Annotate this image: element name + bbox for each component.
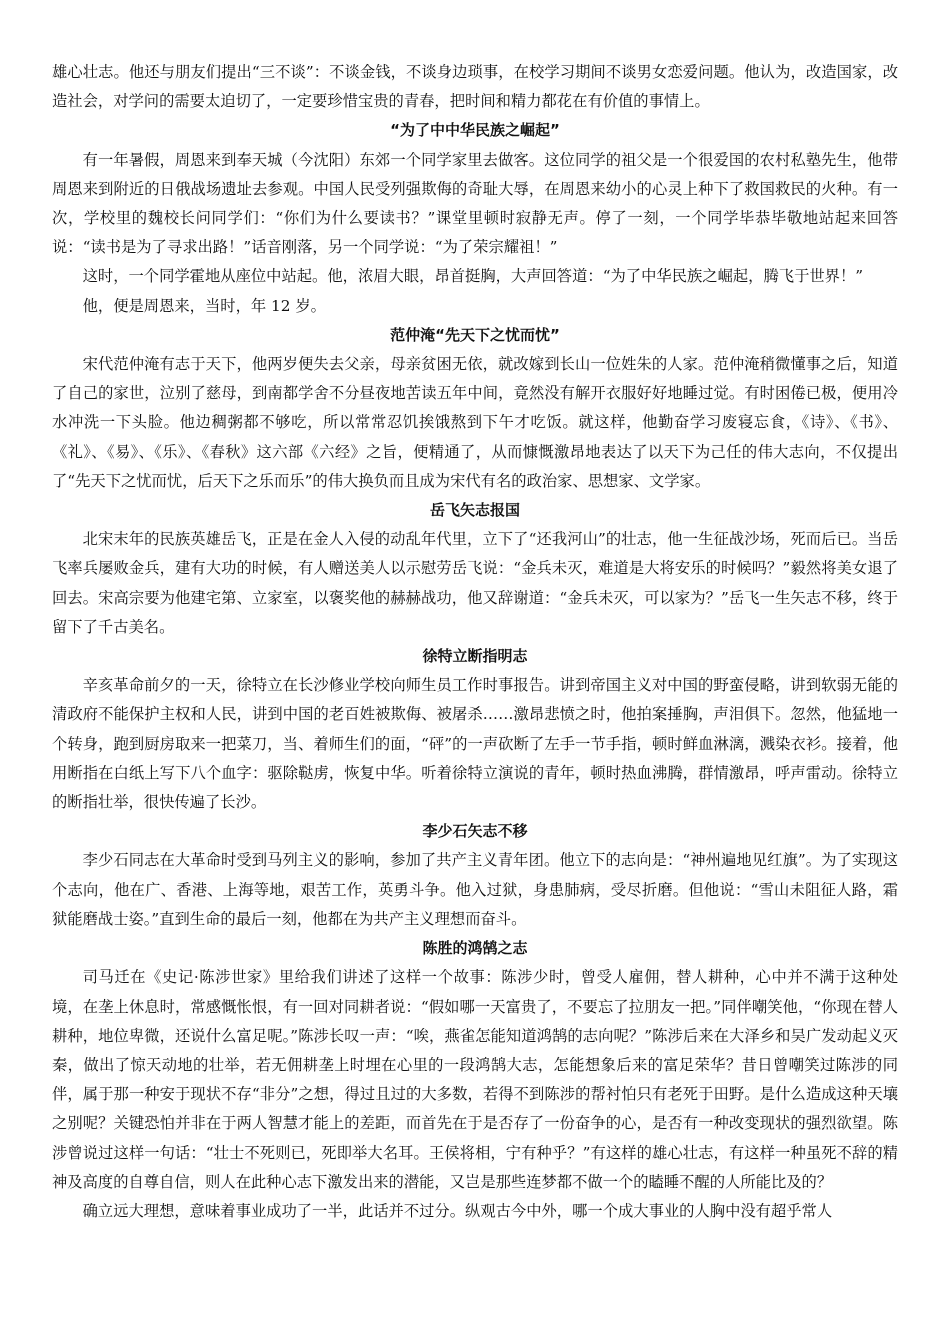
section-li-shaoshi — [52, 817, 898, 934]
paragraph: 确立远大理想，意味着事业成功了一半，此话并不过分。纵观古今中外，哪一个成大事业的人胸中没有超乎常人 — [82, 1201, 833, 1220]
paragraph: 北宋末年的民族英雄岳飞，正是在金人入侵的动乱年代里，立下了“还我河山”的壮志，他一生征战沙场，死而后已。当岳飞率兵屡败金兵，建有大功的时候，有人赠送美人以示慰劳岳飞说：“金兵未灭，难道是大将安乐的时候吗？”毅然将美女退了回去。宋高宗要为他建宅第、立家室，以褒奖他的赫赫战功，他又辞谢道：“金兵未灭，可以家为？”岳飞一生矢志不移，终于留下了千古美名。 — [52, 530, 898, 636]
paragraph: 司马迁在《史记·陈涉世家》里给我们讲述了这样一个故事：陈涉少时，曾受人雇佣，替人耕种，心中并不满于这种处境，在垄上休息时，常感慨怅恨，有一回对同耕者说：“假如哪一天富贵了，不要忘了拉朋友一把。”同伴嘲笑他，“你现在替人耕种，地位卑微，还说什么富足呢。”陈涉长叹一声：“唉，燕雀怎能知道鸿鹄的志向呢？”陈涉后来在大泽乡和吴广发动起义灭秦，做出了惊天动地的壮举，若无佣耕垄上时埋在心里的一段鸿鹄大志，怎能想象后来的富足荣华？昔日曾嘲笑过陈涉的同伴，属于那一种安于现状不存“非分”之想，得过且过的大多数，若得不到陈涉的帮衬怕只有老死于田野。是什么造成这种天壤之别呢？关键恐怕并非在于两人智慧才能上的差距，而首先在于是否存了一份奋争的心，是否有一种改变现状的强烈欲望。陈涉曾说过这样一句话：“壮士不死则已，死即举大名耳。王侯将相，宁有种乎？”有这样的雄心壮志，有这样一种虽死不辞的精神及高度的自尊自信，则人在此种心志下激发出来的潜能，又岂是那些连梦都不做一个的瞌睡不醒的人所能比及的？ — [52, 968, 898, 1191]
section-xu-teli — [52, 642, 898, 817]
section-title: “为了中中华民族之崛起” — [390, 121, 560, 140]
section-title: 岳飞矢志报国 — [429, 501, 520, 520]
paragraph: 辛亥革命前夕的一天，徐特立在长沙修业学校向师生员工作时事报告。讲到帝国主义对中国的野蛮侵略，讲到软弱无能的清政府不能保护主权和人民，讲到中国的老百姓被欺侮、被屠杀……激昂悲愤之时，他拍案捶胸，声泪俱下。忽然，他猛地一个转身，跑到厨房取来一把菜刀，当、着师生们的面，“砰”的一声砍断了左手一节手指，顿时鲜血淋漓，溅染衣衫。接着，他用断指在白纸上写下八个血字：驱除鞑虏，恢复中华。听着徐特立演说的青年，顿时热血沸腾，群情激昂，呼声雷动。徐特立的断指壮举，很快传遍了长沙。 — [52, 676, 898, 812]
section-zhou-enlai — [52, 116, 898, 320]
section-chen-sheng — [52, 934, 898, 1226]
paragraph: 李少石同志在大革命时受到马列主义的影响，参加了共产主义青年团。他立下的志向是：“神州遍地见红旗”。为了实现这个志向，他在广、香港、上海等地，艰苦工作，英勇斗争。他入过狱，身患肺病，受尽折磨。但他说：“雪山未阻征人路，霜狱能磨战士姿。”直到生命的最后一刻，他都在为共产主义理想而奋斗。 — [52, 851, 898, 928]
section-title: 徐特立断指明志 — [422, 647, 528, 666]
section-fan-zhongyan — [52, 321, 898, 496]
section-yue-fei — [52, 496, 898, 642]
paragraph: 有一年暑假，周恩来到奉天城（今沈阳）东郊一个同学家里去做客。这位同学的祖父是一个很爱国的农村私塾先生，他带周恩来到附近的日俄战场遗址去参观。中国人民受列强欺侮的奇耻大辱，在周恩来幼小的心灵上种下了救国救民的火种。有一次，学校里的魏校长问同学们：“你们为什么要读书？”课堂里顿时寂静无声。停了一刻，一个同学毕恭毕敬地站起来回答说：“读书是为了寻求出路！”话音刚落，另一个同学说：“为了荣宗耀祖！” — [52, 150, 898, 257]
paragraph: 他，便是周恩来，当时，年 12 岁。 — [82, 296, 326, 315]
section-title: 陈胜的鸿鹄之志 — [422, 939, 528, 958]
paragraph: 这时，一个同学霍地从座位中站起。他，浓眉大眼，昂首挺胸，大声回答道：“为了中华民族之崛起，腾飞于世界！” — [82, 267, 864, 286]
section-title: 范仲淹“先天下之忧而忧” — [390, 325, 560, 344]
paragraph: 宋代范仲淹有志于天下，他两岁便失去父亲，母亲贫困无依，就改嫁到长山一位姓朱的人家。范仲淹稍微懂事之后，知道了自己的家世，泣别了慈母，到南都学舍不分昼夜地苦读五年中间，竟然没有解开衣服好好地睡过觉。有时困倦已极，便用冷水冲洗一下头脸。他边稠粥都不够吃，所以常常忍饥挨饿熬到下午才吃饭。就这样，他勤奋学习废寝忘食，《诗》、《书》、《礼》、《易》、《乐》、《春秋》这六部《六经》之旨，便精通了，从而慷慨激昂地表达了以天下为己任的伟大志向，不仅提出了“先天下之忧而忧，后天下之乐而乐”的伟大换负而且成为宋代有名的政治家、思想家、文学家。 — [52, 355, 898, 490]
intro-paragraph: 雄心壮志。他还与朋友们提出“三不谈”：不谈金钱，不谈身边琐事，在校学习期间不谈男女恋爱问题。他认为，改造国家，改造社会，对学问的需要太迫切了，一定要珍惜宝贵的青春，把时间和精力都花在有价值的事情上。 — [52, 63, 898, 111]
section-title: 李少石矢志不移 — [422, 822, 528, 841]
